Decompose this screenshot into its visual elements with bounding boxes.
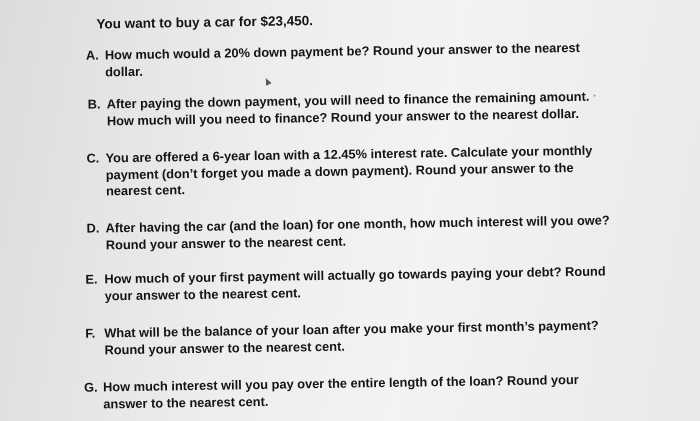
question-letter: F. [85, 325, 96, 341]
question-letter: G. [83, 379, 98, 395]
question-letter: D. [86, 220, 100, 236]
question-letter: B. [87, 96, 101, 112]
question-line: After paying the down payment, you will need to finance the remaining amount. [106, 88, 590, 112]
question-line: How much interest will you pay over the entire length of the loan? Round your [102, 371, 579, 395]
question-line: After having the car (and the loan) for one month, how much interest will you owe? [105, 212, 610, 236]
question-line: payment (don’t forget you made a down payment). Round your answer to the [105, 159, 574, 182]
question-line: What will be the balance of your loan after you make your first month’s payment? [104, 317, 599, 341]
question-letter: E. [85, 271, 98, 287]
question-a [85, 39, 580, 80]
question-line: Round your answer to the nearest cent. [105, 233, 347, 252]
question-f [85, 317, 599, 359]
question-letter: A. [85, 47, 99, 63]
question-g [83, 371, 579, 412]
question-d [86, 212, 610, 253]
question-line: your answer to the nearest cent. [104, 284, 302, 303]
question-e [85, 263, 606, 305]
question-letter: C. [86, 150, 100, 166]
question-line: dollar. [105, 63, 143, 79]
question-line: You are offered a 6-year loan with a 12.45% interest rate. Calculate your monthly [105, 142, 593, 166]
question-line: Round your answer to the nearest cent. [104, 338, 345, 357]
dust-speck [594, 95, 596, 97]
question-b [87, 88, 590, 130]
question-line: answer to the nearest cent. [103, 393, 269, 411]
problem-intro: You want to buy a car for $23,450. [96, 13, 314, 32]
question-c [86, 142, 593, 200]
question-line: nearest cent. [105, 182, 186, 199]
question-line: How much will you need to finance? Round your answer to the nearest dollar. [106, 105, 580, 128]
question-line: How much would a 20% down payment be? Round your answer to the nearest [104, 39, 580, 63]
mouse-cursor-icon [263, 77, 271, 86]
question-line: How much of your first payment will actually go towards paying your debt? Round [104, 263, 606, 287]
